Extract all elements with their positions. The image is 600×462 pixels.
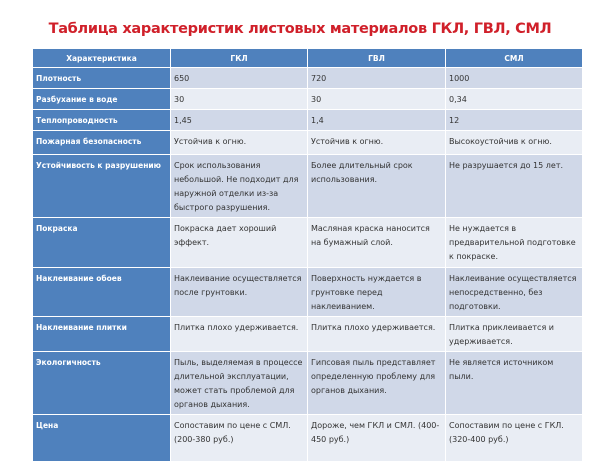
table-cell: 720 bbox=[308, 68, 446, 89]
table-cell: Более длительный срок использования. bbox=[308, 155, 446, 218]
table-cell: 1,45 bbox=[171, 110, 308, 131]
table-cell: Пыль, выделяемая в процессе длительной эксплуатации, может стать проблемой для органов дыхания. bbox=[171, 352, 308, 415]
row-label: Пожарная безопасность bbox=[33, 131, 171, 155]
row-label: Наклеивание плитки bbox=[33, 317, 171, 352]
table-cell: 1,4 bbox=[308, 110, 446, 131]
table-cell: 30 bbox=[171, 89, 308, 110]
table-cell: Не разрушается до 15 лет. bbox=[446, 155, 583, 218]
column-header: ГКЛ bbox=[171, 49, 308, 68]
table-cell: Не является источником пыли. bbox=[446, 352, 583, 415]
table-cell: 30 bbox=[308, 89, 446, 110]
table-row bbox=[33, 218, 583, 268]
table-cell: Покраска дает хороший эффект. bbox=[171, 218, 308, 268]
row-label: Теплопроводность bbox=[33, 110, 171, 131]
table-cell: Сопоставим по цене с ГКЛ.(320-400 руб.) bbox=[446, 415, 583, 462]
materials-table bbox=[32, 48, 583, 462]
table-cell: Масляная краска наносится на бумажный слой. bbox=[308, 218, 446, 268]
table-cell: Гипсовая пыль представляет определенную проблему для органов дыхания. bbox=[308, 352, 446, 415]
column-header: Характеристика bbox=[33, 49, 171, 68]
page-title: Таблица характеристик листовых материалов ГКЛ, ГВЛ, СМЛ bbox=[48, 21, 552, 37]
table-cell: Наклеивание осуществляется после грунтовки. bbox=[171, 268, 308, 317]
table-row bbox=[33, 131, 583, 155]
table-cell: Дороже, чем ГКЛ и СМЛ. (400-450 руб.) bbox=[308, 415, 446, 462]
table-cell: 12 bbox=[446, 110, 583, 131]
row-label: Наклеивание обоев bbox=[33, 268, 171, 317]
table-row bbox=[33, 110, 583, 131]
table-row bbox=[33, 155, 583, 218]
column-header: ГВЛ bbox=[308, 49, 446, 68]
table-cell: 1000 bbox=[446, 68, 583, 89]
table-cell: Наклеивание осуществляется непосредственно, без подготовки. bbox=[446, 268, 583, 317]
row-label: Устойчивость к разрушению bbox=[33, 155, 171, 218]
table-row bbox=[33, 89, 583, 110]
table-cell: 650 bbox=[171, 68, 308, 89]
table-row bbox=[33, 352, 583, 415]
row-label: Разбухание в воде bbox=[33, 89, 171, 110]
table-row bbox=[33, 68, 583, 89]
row-label: Покраска bbox=[33, 218, 171, 268]
table-cell: Поверхность нуждается в грунтовке перед наклеиванием. bbox=[308, 268, 446, 317]
row-label: Плотность bbox=[33, 68, 171, 89]
table-cell: Плитка плохо удерживается. bbox=[308, 317, 446, 352]
table-row bbox=[33, 415, 583, 462]
column-header: СМЛ bbox=[446, 49, 583, 68]
table-header-row bbox=[33, 49, 583, 68]
table-row bbox=[33, 268, 583, 317]
table-cell: Устойчив к огню. bbox=[171, 131, 308, 155]
table-cell: 0,34 bbox=[446, 89, 583, 110]
table-cell: Сопоставим по цене с СМЛ. (200-380 руб.) bbox=[171, 415, 308, 462]
table-cell: Высокоустойчив к огню. bbox=[446, 131, 583, 155]
table-cell: Не нуждается в предварительной подготовке к покраске. bbox=[446, 218, 583, 268]
table-cell: Устойчив к огню. bbox=[308, 131, 446, 155]
table-cell: Плитка приклеивается и удерживается. bbox=[446, 317, 583, 352]
table-cell: Плитка плохо удерживается. bbox=[171, 317, 308, 352]
table-row bbox=[33, 317, 583, 352]
table-cell: Срок использования небольшой. Не подходит для наружной отделки из-за быстрого разрушения. bbox=[171, 155, 308, 218]
row-label: Экологичность bbox=[33, 352, 171, 415]
row-label: Цена bbox=[33, 415, 171, 462]
